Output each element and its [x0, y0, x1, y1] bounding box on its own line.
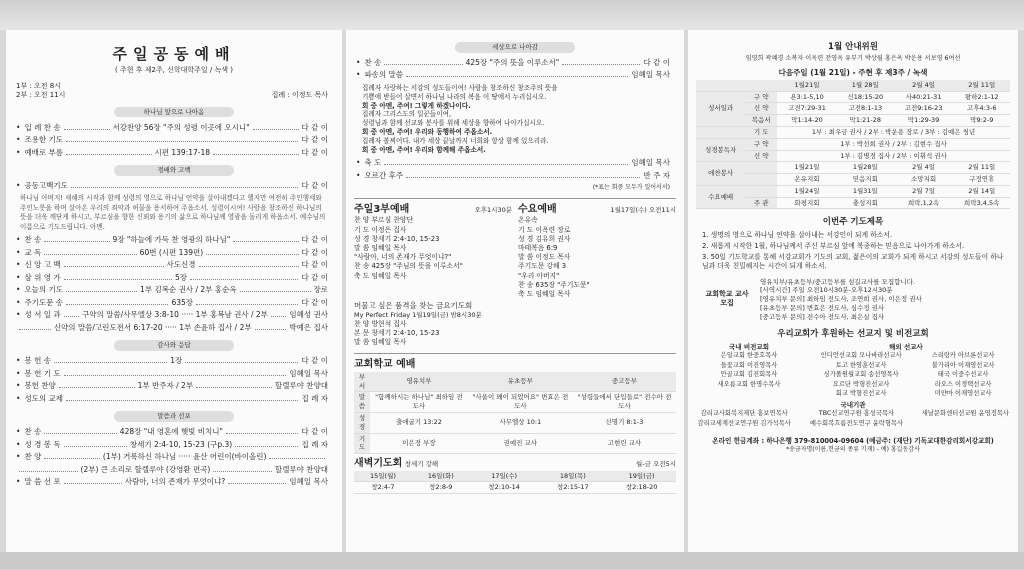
committee-names: 임영희 곽혜경 소복자 이옥련 전영옥 유부기 박상월 홍은옥 박운용 서보영 6여선: [745, 55, 961, 63]
sending-line: 성령님과 함께 선교와 봉사를 위해 세상을 향하여 나아가십시오.: [362, 119, 545, 128]
lect-value: 막1:14-20: [777, 115, 837, 127]
wednesday-time: 1월17일(수) 오전11시: [610, 205, 676, 214]
order-who: 다 같 이: [301, 427, 328, 436]
order-content: 구약의 말씀/사무엘상 3:8-10 ····· 1부 홍복남 권사 / 2부: [82, 310, 268, 320]
order-who: 집 례 자: [301, 439, 328, 449]
section-confession: 경배와 고백: [114, 165, 234, 176]
order-content: 60번 (시편 139편): [139, 247, 204, 257]
order-item: [6, 355, 342, 368]
order-label: • 신 앙 고 백: [24, 260, 61, 270]
order-label: • 삼 위 영 가: [24, 272, 61, 282]
lect-date: 2월 11일: [954, 80, 1011, 91]
dawn-verse: 창2:8-9: [412, 482, 470, 494]
wednesday-service: [518, 203, 676, 299]
domestic-org: 예수회복흐름전도연구 윤락형목사: [809, 419, 904, 427]
school-cell: 말씀: [354, 392, 370, 413]
school-cell: "사울이 왜이 되었어요" 변효은 전도사: [468, 392, 573, 413]
sending-line: 회 중 아멘, 주여! 그렇게 하겠나이다.: [362, 101, 471, 110]
service-line: 온유속: [518, 216, 538, 225]
order-who: 다 같 이: [643, 57, 670, 67]
account-info: 온라인 헌금계좌 : 하나은행 379-810004-09604 (예금주: (재단) 기독교대한감리회서강교회): [712, 436, 994, 445]
overseas-missionary: 토고 한영훈선교사: [835, 361, 887, 369]
dawn-day: 17일(수): [470, 471, 539, 482]
sending-line: 회 중 아멘, 주여! 우리와 함께해 주옵소서.: [362, 146, 486, 154]
order-who: 장로: [313, 285, 328, 295]
order-label: • 봉헌 찬양: [24, 381, 56, 391]
committee-cell: 1월24일: [777, 185, 837, 197]
reader-nt: 1부 : 김병경 집사 / 2부 : 이휘석 권사: [777, 150, 1010, 162]
page-subtitle: ( 주현 후 제2주, 신학대학주일 / 녹색 ): [115, 66, 233, 75]
order-item: [346, 157, 684, 170]
recruit-line: [사역시간] 주일 오전10시30분-오후12시30분: [760, 286, 893, 295]
order-who: 다 같 이: [301, 272, 328, 282]
service-line: 찬 양 방현석 집사: [354, 319, 407, 328]
committee-cell: 2월 14일: [954, 185, 1011, 197]
order-item: [6, 463, 342, 476]
prayer-row-label: 기 도: [745, 127, 777, 139]
service-line: 말 씀 임혜일 목사: [354, 244, 407, 252]
account-note: *송금자명(이름,헌금의 종류 기재) - 예) 홍길동감사: [786, 445, 920, 453]
prayer-item: 2. 새롭게 시작한 1월, 하나님께서 주신 부르심 앞에 복종하는 믿음으로 나아가게 하소서.: [702, 242, 965, 251]
order-item: [6, 297, 342, 310]
afternoon-time: 오후1시30분: [474, 205, 512, 214]
order-item: [6, 247, 342, 260]
overseas-missionary: 미얀마 이재영선교사: [934, 390, 992, 398]
order-who: 다 같 이: [301, 147, 329, 157]
mission-row: [804, 371, 1008, 381]
service-line: 주기도문 강해 3: [518, 262, 567, 271]
sending-line: 집례자 사랑하는 서강의 성도들이여! 사람을 창조하신 창조주의 뜻을: [362, 83, 558, 92]
order-who: 임혜일 목사: [631, 158, 670, 168]
recruit-line: [유초등부 문의] 변효은 전도사, 심수정 권사: [760, 303, 885, 312]
lect-value: 막9:2-9: [954, 115, 1011, 127]
wed-label: 수요예배: [696, 185, 745, 209]
order-label: • 봉 헌 기 도: [24, 368, 61, 378]
top-band: [0, 0, 1024, 30]
service-line: 찬 송 635장 "주기도문": [518, 280, 590, 289]
lect-label: 신 약: [745, 103, 777, 115]
order-content: 428장 "내 영혼에 햇빛 비치니": [119, 427, 223, 436]
mission-row: [698, 380, 800, 390]
service-line: 말 씀 임혜일 목사: [354, 338, 407, 347]
order-content: 신약의 말씀/고린도전서 6:17-20 ····· 1부 손윤하 집사 / 2부: [53, 322, 252, 332]
dawn-verse: 창2:10-14: [470, 482, 539, 494]
committee-cell: 2월 11일: [954, 162, 1011, 174]
section-sending: 말씀과 선포: [114, 411, 234, 422]
committee-cell: 1월21일: [777, 162, 837, 174]
order-label: • 찬 송: [364, 57, 382, 67]
lect-value: 고전8:1-13: [837, 103, 894, 115]
overseas-missionary: 라오스 이경택선교사: [934, 380, 992, 388]
fellowship-label: 애찬봉사: [696, 162, 745, 186]
order-who: 임혜일 목사: [289, 368, 328, 378]
school-cell: "함께하시는 하나님" 최하임 전도사: [370, 392, 468, 413]
order-content: 1부 반주자 / 2부: [137, 381, 194, 391]
order-label: • 주기도문 송: [24, 297, 64, 307]
order-who: 집 례 자: [301, 393, 328, 403]
bulletin-panel-left: [6, 30, 342, 552]
school-table: [354, 372, 676, 454]
order-who: 임혜일 목사: [289, 477, 328, 486]
school-cell: 신명기 8:1-3: [573, 413, 676, 434]
dawn-text: 창세기 강해: [404, 460, 439, 469]
order-content: 시편 139:17-18: [154, 147, 211, 157]
bulletin-panel-right: [688, 30, 1018, 552]
order-label: • 파송의 말씀: [364, 70, 404, 80]
dawn-day: 15일(월): [354, 471, 412, 482]
reader-ot: 1부 : 박선희 권사 / 2부 : 김현수 집사: [777, 138, 1010, 150]
section-word: 하나님 앞으로 나아옴: [114, 107, 234, 118]
lectionary-table: 1월21일 1월 28일 2월 4일 2월 11일 성서일과 구 약 욘3:1-5,10 신18:15-20 사40:21-31 왕하2:1-12 신 약 고전7:29-31 고전8:1-13 고전9:16-23 고후4:3-6 복음서 막1:14-20 막1:21-28 막1:29-39 막9:2-9 기 도 1부 : 최우금 권사 / 2부 : 박운용 장로 / 3부 : 김예은 청년 성경봉독자 구 약 1부 : 박선희 권사 / 2부 : 김현수 집사 신 약 1부 : 김병경 집사 / 2부 : 이휘석 권사 애찬봉사 1월21일 1월28일 2월 4일 2월 11일 온유지회 믿음지회 소망지회 구정연휴 수요예배 1월24일 1월31일 2월 7일 2월 14일 주 관 화평지회 충성지회 희락,1,2속 희락3,4,5속: [696, 80, 1010, 209]
order-label: • 예배로 부름: [24, 147, 64, 157]
order-content: 서강찬양 56장 "주의 성령 이곳에 오시니": [112, 122, 250, 132]
mission-row: [688, 419, 1018, 429]
order-item: [346, 69, 684, 82]
service-line: 본 문 창세기 2:4-10, 15-23: [354, 329, 440, 338]
domestic-org: 새날문화센터선교원 윤영정목사: [921, 410, 1009, 418]
overseas-missionary: 불가리아 이재영선교사: [931, 361, 995, 369]
domestic-org: 감리교사회복지재단 홍보연목사: [700, 410, 788, 418]
order-item: [6, 272, 342, 285]
mission-row: [698, 361, 800, 371]
lect-value: 왕하2:1-12: [954, 91, 1011, 103]
order-label: • 입 례 찬 송: [24, 122, 61, 132]
order-who: 박예은 집사: [289, 322, 328, 332]
mission-row: [804, 361, 1008, 371]
order-item: [6, 393, 342, 406]
order-content: (1부) 거룩하신 하나님 ····· 윤산 어린이(바이올린): [102, 452, 267, 461]
lect-value: 막1:29-39: [894, 115, 954, 127]
order-content: 1장: [170, 356, 183, 366]
committee-cell: 1월28일: [837, 162, 894, 174]
order-item: [6, 451, 342, 464]
order-label: • 성 서 일 과: [24, 310, 61, 320]
overseas-missionary: 스리랑카 아브론선교사: [931, 352, 995, 360]
school-cell: 이은정 부장: [370, 433, 468, 454]
order-label: • 말 씀 선 포: [24, 477, 61, 486]
order-content: 창세기 2:4-10, 15-23 (구p.3): [129, 439, 233, 449]
order-content: 425장 "주의 뜻을 이루소서": [465, 57, 560, 67]
order-label: • 교 독: [24, 247, 42, 257]
committee-cell: 2월 7일: [894, 185, 954, 197]
order-item: [6, 309, 342, 322]
mission-row: [804, 380, 1008, 390]
school-cell: "성령들에서 단입들로" 전수아 전도사: [573, 392, 676, 413]
order-item: [6, 438, 342, 451]
service-line: 축 도 임혜일 목사: [354, 271, 407, 280]
domestic-title: 국내 비전교회: [729, 342, 769, 351]
order-who: 임혜성 권사: [289, 310, 328, 320]
order-item: [6, 380, 342, 393]
order-who: 다 같 이: [301, 235, 329, 245]
service-line: 기 도 이정은 집사: [354, 225, 407, 234]
lect-value: 사40:21-31: [894, 91, 954, 103]
school-cell: 사무엘상 10:1: [468, 413, 573, 434]
order-who: 다 같 이: [301, 356, 328, 366]
prayer-title: 이번주 기도제목: [822, 217, 884, 228]
next-week: 다음주일 (1월 21일) - 주현 후 제3주 / 녹색: [778, 67, 928, 77]
dawn-title: 새벽기도회: [354, 458, 403, 470]
domestic-church: 안골교회 김진회목사: [720, 371, 778, 379]
order-who: 다 같 이: [301, 122, 329, 132]
orgs-title: 국내기관: [840, 401, 866, 410]
service-line: 찬 송 425장 "주님의 뜻을 이루소서": [354, 262, 463, 271]
page-title: 주일공동예배: [112, 45, 236, 63]
order-label: • 찬 송: [24, 235, 42, 245]
overseas-missionary: 싱가폴원월교회 송선영목사: [823, 371, 899, 379]
order-item: [6, 259, 342, 272]
order-who: 다 같 이: [301, 297, 328, 307]
service-line: 기 도 이옥련 장로: [518, 225, 571, 234]
order-label: • 축 도: [364, 158, 382, 168]
presider: 집례 : 이정도 목사: [271, 91, 328, 100]
service-line: 찬 양 부르심 찬양단: [354, 216, 414, 225]
order-label: • 오늘의 기도: [24, 285, 64, 295]
order-item: [6, 121, 342, 134]
order-content: 사람아, 너의 존재가 무엇이냐?: [124, 477, 226, 486]
order-item: [6, 284, 342, 297]
lect-value: 고후4:3-6: [954, 103, 1011, 115]
friday-service: [346, 299, 684, 349]
order-label: • 성 경 봉 독: [24, 439, 61, 449]
mission-row: [804, 352, 1008, 362]
committee-cell: 온유지회: [777, 174, 837, 186]
lect-label: 구 약: [745, 91, 777, 103]
order-item: [6, 322, 342, 335]
school-header: 중고등부: [573, 372, 676, 392]
order-item: [6, 476, 342, 489]
recruit-label: 교회학교 교사 모집: [705, 290, 749, 308]
afternoon-title: 주일3부예배: [354, 203, 410, 215]
domestic-church: 새오름교회 한명수목사: [717, 380, 781, 388]
order-content: 1부 김복순 권사 / 2부 홍순옥: [140, 285, 237, 295]
dawn-verse: 창2:4-7: [354, 482, 412, 494]
order-item: [6, 368, 342, 381]
sending-line: 회 중 아멘, 주여! 우리와 동행하여 주옵소서.: [362, 128, 493, 137]
service-line: 성 경 창세기 2:4-10, 15-23: [354, 234, 440, 243]
service-time-2: 2부 : 오전 11시: [16, 91, 66, 100]
order-label: • 찬 송: [24, 427, 42, 436]
order-who: 임혜일 목사: [631, 70, 670, 80]
overseas-missionary: 태국 이중수선교사: [937, 371, 989, 379]
mission-row: [698, 352, 800, 362]
order-who: 할렐루야 찬양대: [274, 381, 328, 391]
school-header: 유초등부: [468, 372, 573, 392]
bottom-band: [0, 552, 1024, 569]
lect-value: 막1:21-28: [837, 115, 894, 127]
school-cell: 고현린 교사: [573, 433, 676, 454]
order-who: 다 같 이: [301, 247, 329, 257]
mission-row: [698, 371, 800, 381]
overseas-title: 해외 선교사: [889, 342, 923, 351]
order-label: • 공동고백기도: [24, 180, 68, 190]
prayer-item: 1. 생명의 영으로 하나님 언약을 살아내는 서강인이 되게 하소서.: [702, 230, 893, 239]
committee-cell: 구정연휴: [954, 174, 1011, 186]
recruit-line: 영유치부/유초등부/중고등부를 섬길교사를 모집합니다.: [760, 277, 915, 286]
missions-title: 우리교회가 후원하는 선교지 및 비전교회: [777, 329, 929, 340]
school-cell: 기도: [354, 433, 370, 454]
overseas-missionary: 인디언선교회 모나바라선교사: [820, 352, 902, 360]
friday-meta: My Perfect Friday 1월19일(금) 밤8시30분: [354, 311, 482, 320]
recruit-line: [영유치부 문의] 최하임 전도사, 조연희 권사, 이은정 권사: [760, 295, 922, 304]
school-cell: 권예진 교사: [468, 433, 573, 454]
dawn-day: 16일(화): [412, 471, 470, 482]
order-content: 5장: [175, 272, 188, 282]
committee-cell: 2월 4일: [894, 162, 954, 174]
order-content: (2부) 큰 소리로 할렐루야 (강영환 편곡): [80, 464, 211, 474]
committee-cell: 소망지회: [894, 174, 954, 186]
lect-date: 1월21일: [777, 80, 837, 91]
committee-cell: 믿음지회: [837, 174, 894, 186]
service-line: 마태복음 6:9: [518, 244, 558, 252]
order-who: 반 주 자: [643, 170, 670, 180]
order-item: [346, 169, 684, 182]
domestic-org: TBC선교연구원 홍성국목사: [818, 410, 895, 418]
order-item: [6, 180, 342, 193]
mission-row: [688, 410, 1018, 420]
reader-group: 성경봉독자: [696, 138, 745, 162]
prayer-item: 3. 50일 기도학교를 통해 서강교회가 기도의 교회, 젊은이의 교회가 되게 하시고 서강의 성도들이 하나님과 더욱 친밀해지는 시간이 되게 하소서.: [702, 253, 1004, 271]
lect-label: 복음서: [745, 115, 777, 127]
overseas-missionary: 요르단 박형진선교사: [832, 380, 890, 388]
host-label: 주 관: [745, 197, 777, 209]
school-row: [354, 433, 676, 454]
committee-cell: 1월31일: [837, 185, 894, 197]
sending-line: 기쁨에 받들어 살면서 하나님 나라의 복음 이 땅에서 누리십시오.: [362, 92, 547, 101]
order-item: [6, 426, 342, 439]
lect-value: 신18:15-20: [837, 91, 894, 103]
order-content: 9장 "하늘에 가득 찬 영광의 하나님": [112, 235, 231, 245]
dawn-verse: 창2:18-20: [607, 482, 676, 494]
school-cell: 성경: [354, 413, 370, 434]
order-label: • 성도의 교제: [24, 393, 64, 403]
recruit-line: [중고등부 문의] 전수아 전도사, 최은실 집사: [760, 312, 885, 321]
lect-value: 고전7:29-31: [777, 103, 837, 115]
order-who: 다 같 이: [301, 180, 328, 190]
overseas-missionary: 회교 박형진선교사: [835, 390, 887, 398]
dawn-verse: 창2:15-17: [539, 482, 608, 494]
sending-line: 집례자 그리스도의 일꾼들이여,: [362, 110, 452, 119]
lect-date: 2월 4일: [894, 80, 954, 91]
school-cell: 출애굽기 13:22: [370, 413, 468, 434]
order-label: • 오르간 후주: [364, 170, 404, 180]
dawn-day: 18일(목): [539, 471, 608, 482]
order-who: 다 같 이: [301, 260, 329, 270]
bulletin-panel-middle: [346, 30, 684, 552]
committee-cell: 충성지회: [837, 197, 894, 209]
order-who: 다 같 이: [301, 135, 328, 145]
order-label: • 찬 양: [24, 452, 42, 461]
order-content: 635장: [171, 297, 194, 307]
service-line: "사람아, 너의 존재가 무엇이냐?": [354, 253, 452, 262]
order-item: [6, 146, 342, 159]
service-line: 축 도 임혜일 목사: [518, 289, 571, 298]
committee-cell: 희락,1,2속: [894, 197, 954, 209]
domestic-church: 은일교회 한중호목사: [720, 352, 778, 360]
order-item: [346, 57, 684, 70]
friday-subtitle: 머물고 싶은 품격을 찾는 금요기도회: [354, 301, 473, 311]
school-header: 부서: [354, 372, 370, 392]
order-item: [6, 234, 342, 247]
dawn-table: [354, 471, 676, 495]
committee-cell: 희락3,4,5속: [954, 197, 1011, 209]
standing-note: (*표는 회중 모두가 일어서서): [592, 183, 670, 191]
sending-line: 집례자 볼찌어다. 내가 세상 끝날까지 너희와 항상 함께 있으리라.: [362, 137, 549, 146]
lect-value: 욘3:1-5,10: [777, 91, 837, 103]
order-who: 할렐루야 찬양대: [274, 464, 328, 474]
wednesday-title: 수요예배: [518, 203, 557, 215]
order-label: • 봉 헌 송: [24, 356, 51, 366]
lect-group: 성서일과: [696, 91, 745, 126]
dawn-time: 월-금 오전5시: [636, 460, 676, 469]
service-line: 말 씀 이정도 목사: [518, 253, 571, 262]
order-content: 사도신경: [166, 260, 196, 270]
domestic-org: 감리교세계선교연구원 김가석목사: [697, 419, 791, 427]
committee-cell: 화평지회: [777, 197, 837, 209]
order-item: [6, 134, 342, 147]
school-header: 영유치부: [370, 372, 468, 392]
lect-date: 1월 28일: [837, 80, 894, 91]
domestic-church: 들꽃교회 이진영목사: [720, 361, 778, 369]
service-time-1: 1부 : 오전 8시: [16, 81, 61, 90]
committee-title: 1월 안내위원: [828, 42, 878, 52]
dawn-day: 19일(금): [607, 471, 676, 482]
service-line: 성 경 김유희 권사: [518, 234, 571, 243]
school-row: [354, 413, 676, 434]
lect-row: [696, 91, 1010, 103]
school-row: [354, 392, 676, 413]
section-world: 세상으로 나아감: [455, 42, 575, 53]
afternoon-service: [354, 203, 512, 299]
service-line: "우리 아버지": [518, 271, 560, 280]
lect-value: 고전9:16-23: [894, 103, 954, 115]
confession-text: 하나님 아버지! 새해의 시작과 함께 성령의 영으로 하나님 언약을 살아내겠다고 했지만 여전히 주인행세와 주인노릇을 하며 살아온 우리의 죄악과 허물을 용서하여 주옵소서. 성령이시여! 사람을 창조하신 하나님의 뜻을 더욱 깨닫게 하시고, 부르심을 향한 신뢰와 용기의 삶으로 하나님께 영광을 돌리게 하옵소서. 예수님의 이름으로 기도드립니다. 아멘.: [20, 194, 326, 231]
school-title: 교회학교 예배: [354, 359, 416, 371]
prayer-row: 1부 : 최우금 권사 / 2부 : 박운용 장로 / 3부 : 김예은 청년: [777, 127, 1010, 139]
section-thanks: 감사와 응답: [114, 340, 234, 351]
order-label: • 조용한 기도: [24, 135, 64, 145]
mission-row: [804, 390, 1008, 400]
